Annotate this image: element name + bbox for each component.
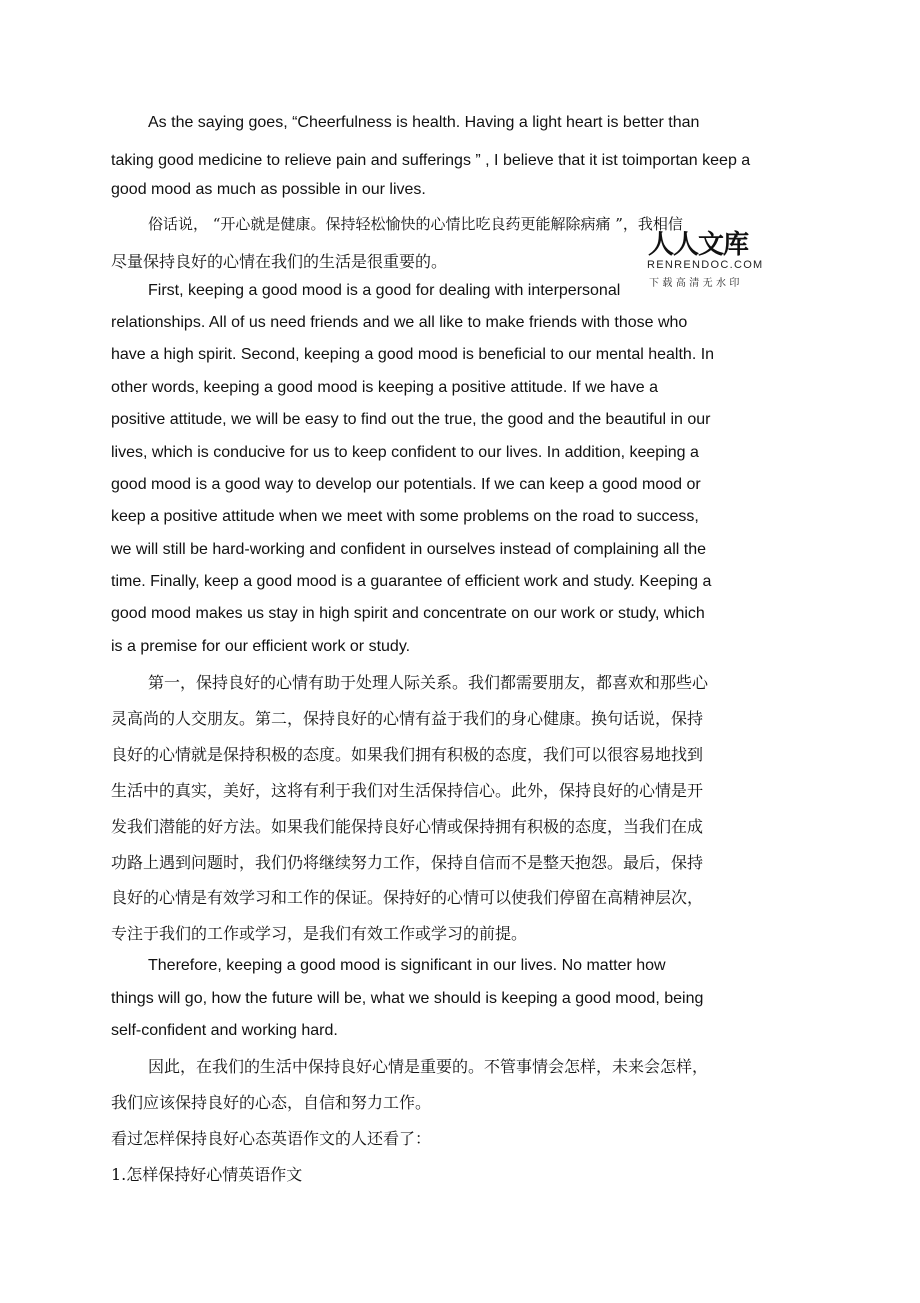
intro-zh-line: 俗话说， “开心就是健康。保持轻松愉快的心情比吃良药更能解除病痛 ”，我相信 bbox=[148, 215, 683, 233]
body-zh-line: 生活中的真实，美好，这将有利于我们对生活保持信心。此外，保持良好的心情是开 bbox=[111, 781, 704, 800]
body-zh-line: 功路上遇到问题时，我们仍将继续努力工作，保持自信而不是整天抱怨。最后，保持 bbox=[111, 853, 704, 872]
body-en-line: we will still be hard-working and confident in ourselves instead of complaining all the bbox=[111, 541, 706, 558]
body-zh-line: 良好的心情是有效学习和工作的保证。保持好的心情可以使我们停留在高精神层次， bbox=[111, 888, 704, 907]
intro-en-line: taking good medicine to relieve pain and sufferings ” , I believe that it ist toimportan keep a bbox=[111, 152, 751, 169]
body-zh-line: 良好的心情就是保持积极的态度。如果我们拥有积极的态度，我们可以很容易地找到 bbox=[111, 745, 704, 764]
watermark-domain: RENRENDOC.COM bbox=[647, 259, 764, 271]
body-zh-line: 第一，保持良好的心情有助于处理人际关系。我们都需要朋友，都喜欢和那些心 bbox=[148, 673, 709, 692]
conclusion-zh-line: 因此，在我们的生活中保持良好心情是重要的。不管事情会怎样，未来会怎样， bbox=[148, 1057, 709, 1076]
body-en-line: good mood is a good way to develop our potentials. If we can keep a good mood or bbox=[111, 476, 701, 493]
body-en-line: positive attitude, we will be easy to find out the true, the good and the beautiful in our bbox=[111, 411, 711, 428]
intro-en-line: good mood as much as possible in our lives. bbox=[111, 181, 426, 198]
related-heading: 看过怎样保持良好心态英语作文的人还看了： bbox=[111, 1129, 432, 1148]
conclusion-en-line: self-confident and working hard. bbox=[111, 1022, 338, 1039]
watermark-title: 人人文库 bbox=[648, 230, 749, 260]
intro-zh-line: 尽量保持良好的心情在我们的生活是很重要的。 bbox=[111, 252, 448, 271]
conclusion-en-line: Therefore, keeping a good mood is significant in our lives. No matter how bbox=[148, 957, 666, 974]
body-en-line: time. Finally, keep a good mood is a guarantee of efficient work and study. Keeping a bbox=[111, 573, 712, 590]
body-zh-line: 专注于我们的工作或学习，是我们有效工作或学习的前提。 bbox=[111, 924, 528, 943]
watermark-subtitle: 下载高清无水印 bbox=[649, 278, 743, 289]
related-link[interactable]: 1.怎样保持好心情英语作文 bbox=[111, 1165, 303, 1184]
body-en-line: First, keeping a good mood is a good for dealing with interpersonal bbox=[148, 282, 621, 299]
body-zh-line: 灵高尚的人交朋友。第二，保持良好的心情有益于我们的身心健康。换句话说，保持 bbox=[111, 709, 704, 728]
body-en-line: lives, which is conducive for us to keep confident to our lives. In addition, keeping a bbox=[111, 444, 699, 461]
body-en-line: keep a positive attitude when we meet with some problems on the road to success, bbox=[111, 508, 699, 525]
conclusion-zh-line: 我们应该保持良好的心态，自信和努力工作。 bbox=[111, 1093, 432, 1112]
body-en-line: other words, keeping a good mood is keeping a positive attitude. If we have a bbox=[111, 379, 659, 396]
conclusion-en-line: things will go, how the future will be, what we should is keeping a good mood, being bbox=[111, 990, 704, 1007]
body-en-line: relationships. All of us need friends and we all like to make friends with those who bbox=[111, 314, 688, 331]
intro-en-line: As the saying goes, “Cheerfulness is health. Having a light heart is better than bbox=[148, 114, 700, 131]
body-en-line: is a premise for our efficient work or study. bbox=[111, 638, 411, 655]
body-zh-line: 发我们潜能的好方法。如果我们能保持良好心情或保持拥有积极的态度，当我们在成 bbox=[111, 817, 704, 836]
watermark-logo bbox=[644, 224, 776, 288]
body-en-line: have a high spirit. Second, keeping a good mood is beneficial to our mental health. In bbox=[111, 346, 715, 363]
body-en-line: good mood makes us stay in high spirit and concentrate on our work or study, which bbox=[111, 605, 705, 622]
